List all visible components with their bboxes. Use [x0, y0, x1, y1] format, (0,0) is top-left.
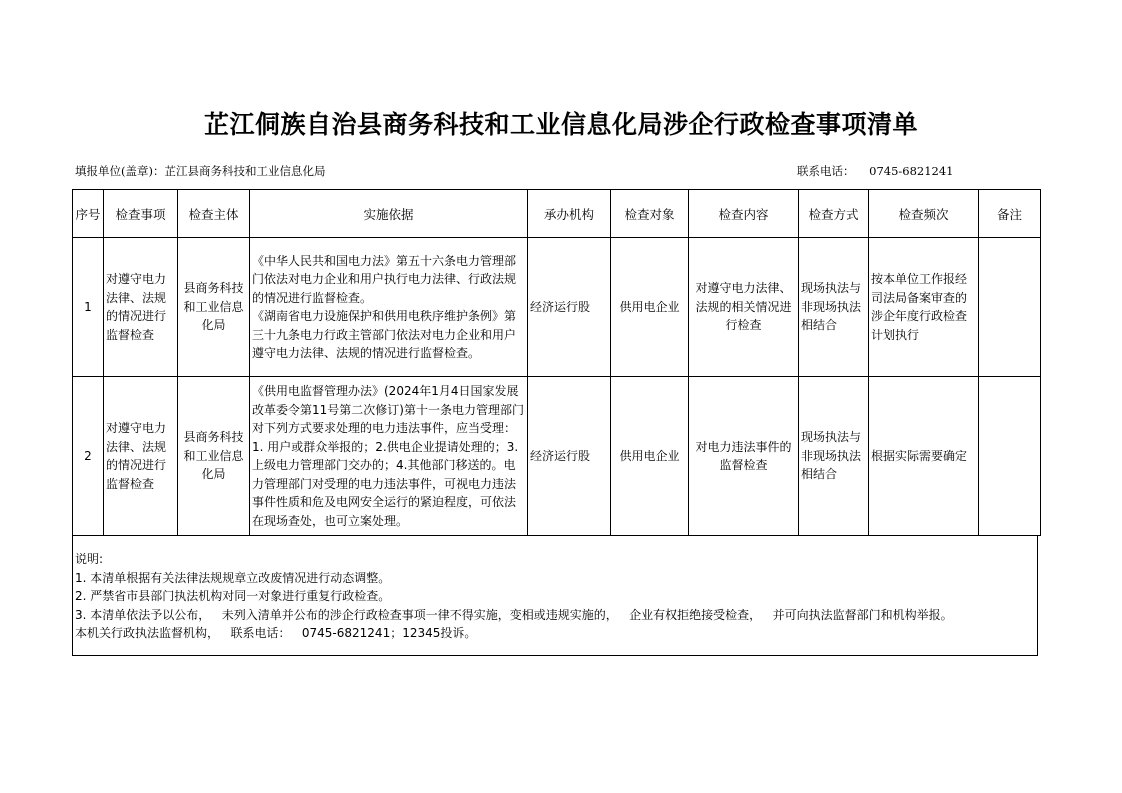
- table-row: [73, 377, 1041, 536]
- cell-method: 现场执法与非现场执法相结合: [799, 377, 869, 536]
- document-title: 芷江侗族自治县商务科技和工业信息化局涉企行政检查事项清单: [203, 110, 918, 139]
- cell-method: 现场执法与非现场执法相结合: [799, 238, 869, 377]
- cell-basis: 《中华人民共和国电力法》第五十六条电力管理部门依法对电力企业和用户执行电力法律、行政法规的情况进行监督检查。 《湖南省电力设施保护和供用电秩序维护条例》第三十九条电力行政主管部门依法对电力企业和用户遵守电力法律、法规的情况进行监督检查。: [250, 238, 528, 377]
- cell-frequency: 根据实际需要确定: [869, 377, 979, 536]
- cell-subject: 县商务科技和工业信息化局: [178, 377, 250, 536]
- header-item: 检查事项: [104, 190, 178, 238]
- note-line: 2. 严禁省市县部门执法机构对同一对象进行重复行政检查。: [75, 589, 391, 603]
- table-row: [73, 238, 1041, 377]
- cell-content: 对遵守电力法律、法规的相关情况进行检查: [689, 238, 799, 377]
- contact-phone: 联系电话： 0745-6821241: [797, 164, 954, 178]
- cell-remark: [979, 377, 1041, 536]
- note-line: 本机关行政执法监督机构， 联系电话： 0745-6821241；12345投诉。: [75, 626, 477, 640]
- cell-subject: 县商务科技和工业信息化局: [178, 238, 250, 377]
- header-agency: 承办机构: [528, 190, 611, 238]
- notes-heading: 说明:: [75, 552, 104, 566]
- cell-target: 供用电企业: [611, 377, 689, 536]
- table-header-row: [73, 190, 1041, 238]
- cell-basis: 《供用电监督管理办法》(2024年1月4日国家发展改革委令第11号第二次修订)第十一条电力管理部门对下列方式要求处理的电力违法事件，应当受理：1. 用户或群众举报的；2.供电企业提请处理的；3. 上级电力管理部门交办的；4.其他部门移送的。电力管理部门对受理的电力违法事件，可视电力违法事件性质和危及电网安全运行的紧迫程度，可依法在现场查处，也可立案处理。: [250, 377, 528, 536]
- cell-item: 对遵守电力法律、法规的情况进行监督检查: [104, 238, 178, 377]
- cell-agency: 经济运行股: [528, 238, 611, 377]
- cell-agency: 经济运行股: [528, 377, 611, 536]
- header-frequency: 检查频次: [869, 190, 979, 238]
- note-line: 1. 本清单根据有关法律法规规章立改废情况进行动态调整。: [75, 570, 391, 585]
- header-subject: 检查主体: [178, 190, 250, 238]
- header-basis: 实施依据: [250, 190, 528, 238]
- inspection-table: [72, 189, 1041, 536]
- cell-item: 对遵守电力法律、法规的情况进行监督检查: [104, 377, 178, 536]
- header-content: 检查内容: [689, 190, 799, 238]
- note-line: 3. 本清单依法予以公布， 未列入清单并公布的涉企行政检查事项一律不得实施，变相或违规实施的， 企业有权拒绝接受检查， 并可向执法监督部门和机构举报。: [75, 607, 953, 622]
- header-no: 序号: [73, 190, 104, 238]
- notes-section: [72, 536, 1038, 656]
- cell-remark: [979, 238, 1041, 377]
- header-target: 检查对象: [611, 190, 689, 238]
- cell-no: 1: [73, 238, 104, 377]
- cell-no: 2: [73, 377, 104, 536]
- reporting-unit: 填报单位(盖章)：芷江县商务科技和工业信息化局: [75, 164, 326, 178]
- cell-target: 供用电企业: [611, 238, 689, 377]
- cell-content: 对电力违法事件的监督检查: [689, 377, 799, 536]
- cell-frequency: 按本单位工作报经司法局备案审查的涉企年度行政检查计划执行: [869, 238, 979, 377]
- header-method: 检查方式: [799, 190, 869, 238]
- header-remark: 备注: [979, 190, 1041, 238]
